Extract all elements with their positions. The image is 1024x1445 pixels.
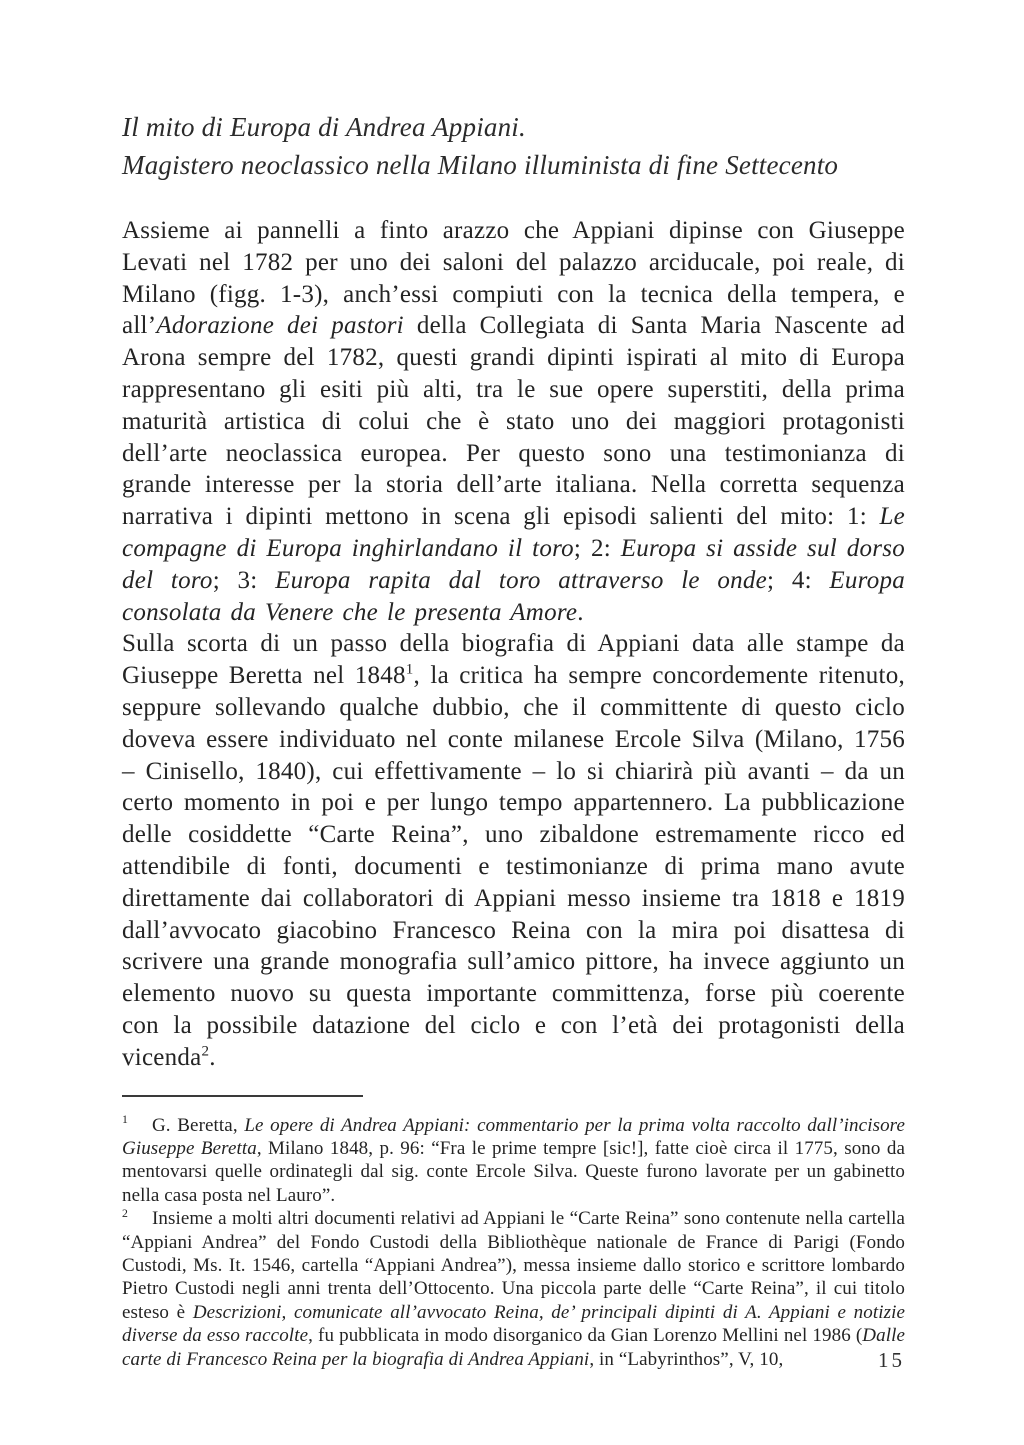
- footnote-2-text: Insieme a molti altri documenti relativi ad Appiani le “Carte Reina” sono contenute nella cartella “Appiani Andrea” del Fondo Custodi della Bibliothèque nationale de France di Parigi (Fondo Custodi, Ms. It. 1546, cartella “Appiani Andrea”), messa insieme dallo storico e scrittore lombardo Pietro Custodi negli anni trenta dell’Ottocento. Una piccola parte delle “Carte Reina”, il cui titolo esteso è Descrizioni, comunicate all’avvocato Reina, de’ principali dipinti di A. Appiani e notizie diverse da esso raccolte, fu pubblicata in modo disorganico da Gian Lorenzo Mellini nel 1986 (Dalle carte di Francesco Reina per la biografia di Andrea Appiani, in “Labyrinthos”, V, 10,: [122, 1208, 905, 1370]
- footnote-1-marker: 1: [122, 1113, 128, 1127]
- footnote-1: [122, 1114, 905, 1208]
- article-title: [122, 108, 905, 184]
- text-block: [122, 108, 905, 1371]
- footnotes-section: [122, 1114, 905, 1371]
- footnote-2: [122, 1207, 905, 1371]
- body-paragraph-1: Assieme ai pannelli a finto arazzo che Appiani dipinse con Giuseppe Levati nel 1782 per uno dei saloni del palazzo arciducale, poi reale, di Milano (figg. 1-3), anch’essi compiuti con la tecnica della tempera, e all’Adorazione dei pastori della Collegiata di Santa Maria Nascente ad Arona sempre del 1782, questi grandi dipinti ispirati al mito di Europa rappresentano gli esiti più alti, tra le sue opere superstiti, della prima maturità artistica di colui che è stato uno dei maggiori protagonisti dell’arte neoclassica europea. Per questo sono una testimonianza di grande interesse per la storia dell’arte italiana. Nella corretta sequenza narrativa i dipinti mettono in scena gli episodi salienti del mito: 1: Le compagne di Europa inghirlandano il toro; 2: Europa si asside sul dorso del toro; 3: Europa rapita dal toro attraverso le onde; 4: Europa consolata da Venere che le presenta Amore.: [122, 217, 905, 626]
- body-paragraph-2: Sulla scorta di un passo della biografia di Appiani data alle stampe da Giuseppe Beretta nel 1848$^1$, la critica ha sempre concordemente ritenuto, seppure sollevando qualche dubbio, che il committente di questo ciclo doveva essere individuato nel conte milanese Ercole Silva (Milano, 1756 – Cinisello, 1840), cui effettivamente – lo si chiarirà più avanti – da un certo momento in poi e per lungo tempo appartennero. La pubblicazione delle cosiddette “Carte Reina”, uno zibaldone estremamente ricco ed attendibile di fonti, documenti e testimonianze di prima mano avute direttamente dai collaboratori di Appiani messo insieme tra 1818 e 1819 dall’avvocato giacobino Francesco Reina con la mira poi disattesa di scrivere una grande monografia sull’amico pittore, ha invece aggiunto un elemento nuovo su questa importante committenza, forse più coerente con la possibile datazione del ciclo e con l’età dei protagonisti della vicenda$^2$.: [122, 630, 905, 1071]
- article-title-line-1: Il mito di Europa di Andrea Appiani.: [122, 112, 526, 142]
- page-number: 15: [878, 1348, 905, 1372]
- footnote-2-marker: 2: [122, 1206, 128, 1220]
- article-title-line-2: Magistero neoclassico nella Milano illuminista di fine Settecento: [122, 150, 839, 180]
- footnote-separator: [122, 1095, 363, 1097]
- footnote-1-text: G. Beretta, Le opere di Andrea Appiani: commentario per la prima volta raccolto dall’incisore Giuseppe Beretta, Milano 1848, p. 96: “Fra le prime tempre [sic!], fatte cioè circa il 1775, sono da mentovarsi quelle ordinategli dal sig. conte Ercole Silva. Queste furono lavorate per un gabinetto nella casa posta nel Lauro”.: [122, 1114, 905, 1206]
